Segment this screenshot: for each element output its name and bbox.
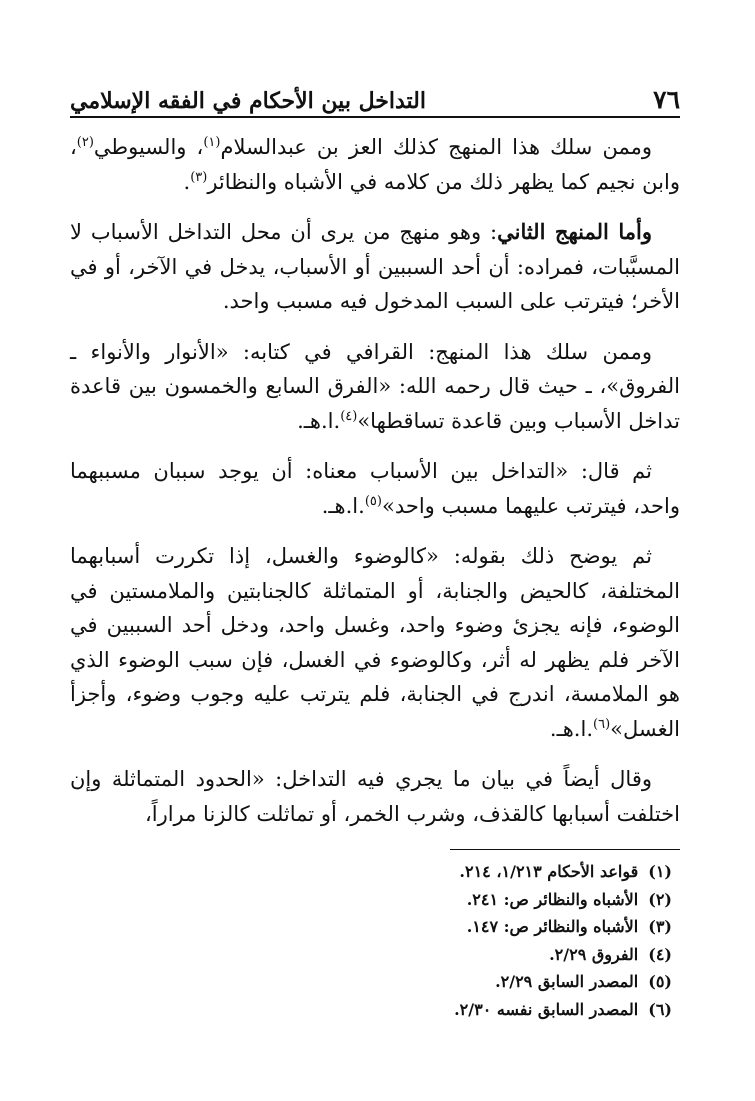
text-run: وممن سلك هذا المنهج كذلك العز بن عبدالسلام bbox=[220, 135, 653, 159]
footnote-number: (٣) bbox=[648, 917, 672, 936]
footnotes bbox=[70, 858, 680, 1023]
text-run: ثم يوضح ذلك بقوله: «كالوضوء والغسل، إذا تكررت أسبابهما المختلفة، كالحيض والجنابة، أو المتماثلة كالجنابتين والملامستين في الوضوء، فإنه يجزئ وضوء واحد، وغسل واحد، ودخل أحد السببين في الآخر فلم يظهر له أثر، وكالوضوء في الغسل، فإن سبب الوضوء الذي هو الملامسة، اندرج في الجنابة، فلم يترتب عليه وجوب وضوء، وأجزأ الغسل» bbox=[70, 544, 680, 741]
paragraph bbox=[70, 215, 680, 319]
footnote-number: (١) bbox=[648, 862, 672, 881]
running-title: التداخل بين الأحكام في الفقه الإسلامي bbox=[70, 88, 426, 114]
footnote-divider bbox=[450, 849, 680, 850]
footnote bbox=[70, 968, 672, 996]
text-run: وممن سلك هذا المنهج: القرافي في كتابه: «الأنوار والأنواء ـ الفروق»، ـ حيث قال رحمه الله: «الفرق السابع والخمسون بين قاعدة تداخل الأسباب وبين قاعدة تساقطها» bbox=[70, 339, 680, 433]
footnote-number: (٥) bbox=[648, 972, 672, 991]
footnote-ref: (٣) bbox=[190, 169, 208, 185]
footnote bbox=[70, 941, 672, 969]
body-text bbox=[70, 130, 680, 831]
paragraph bbox=[70, 130, 680, 199]
text-run: ، والسيوطي bbox=[93, 135, 204, 159]
footnote-text: الفروق ٢/٢٩. bbox=[549, 944, 639, 964]
footnote-text: المصدر السابق نفسه ٢/٣٠. bbox=[454, 999, 639, 1019]
footnote-text: المصدر السابق ٢/٢٩. bbox=[495, 972, 639, 991]
footnote bbox=[70, 996, 672, 1024]
text-run: ثم قال: «التداخل بين الأسباب معناه: أن يوجد سببان مسببهما واحد، فيترتب عليهما مسبب واحد» bbox=[70, 459, 680, 518]
footnote-ref: (٥) bbox=[364, 493, 382, 509]
section-heading: وأما المنهج الثاني bbox=[497, 219, 652, 244]
footnote-ref: (٢) bbox=[76, 135, 94, 150]
text-run: : وهو منهج من يرى أن محل التداخل الأسباب لا المسبَّبات، فمراده: أن أحد السببين أو الأسباب، يدخل في الآخر، أو في الأخر؛ فيترتب على السبب المدخول فيه مسبب واحد. bbox=[70, 220, 680, 313]
book-page bbox=[70, 72, 680, 1023]
footnote-text: الأشباه والنظائر ص: ٢٤١. bbox=[466, 889, 639, 909]
footnote-ref: (١) bbox=[203, 135, 221, 150]
paragraph bbox=[70, 539, 680, 746]
page-number: ٧٦ bbox=[653, 85, 680, 114]
text-run: . bbox=[183, 169, 191, 194]
footnote-text: قواعد الأحكام ١/٢١٣، ٢١٤. bbox=[459, 862, 639, 881]
text-run: وقال أيضاً في بيان ما يجري فيه التداخل: «الحدود المتماثلة وإن اختلفت أسبابها كالقذف، وشرب الخمر، أو تماثلت كالزنا مراراً، bbox=[70, 767, 680, 826]
text-run: .ا.هـ. bbox=[297, 408, 341, 433]
footnote-number: (٢) bbox=[648, 889, 672, 909]
footnote bbox=[70, 858, 672, 886]
running-header bbox=[70, 72, 680, 118]
footnote bbox=[70, 913, 672, 941]
footnote-text: الأشباه والنظائر ص: ١٤٧. bbox=[466, 917, 639, 936]
text-run: ، وابن نجيم كما يظهر ذلك من كلامه في الأشباه والنظائر bbox=[70, 135, 680, 194]
footnote bbox=[70, 886, 672, 914]
text-run: .ا.هـ. bbox=[321, 493, 365, 518]
footnote-number: (٤) bbox=[648, 944, 672, 964]
footnote-number: (٦) bbox=[648, 999, 672, 1019]
footnote-ref: (٤) bbox=[340, 408, 358, 424]
paragraph bbox=[70, 454, 680, 523]
paragraph bbox=[70, 762, 680, 831]
paragraph bbox=[70, 335, 680, 439]
footnote-ref: (٦) bbox=[593, 716, 611, 732]
text-run: .ا.هـ. bbox=[549, 716, 593, 741]
